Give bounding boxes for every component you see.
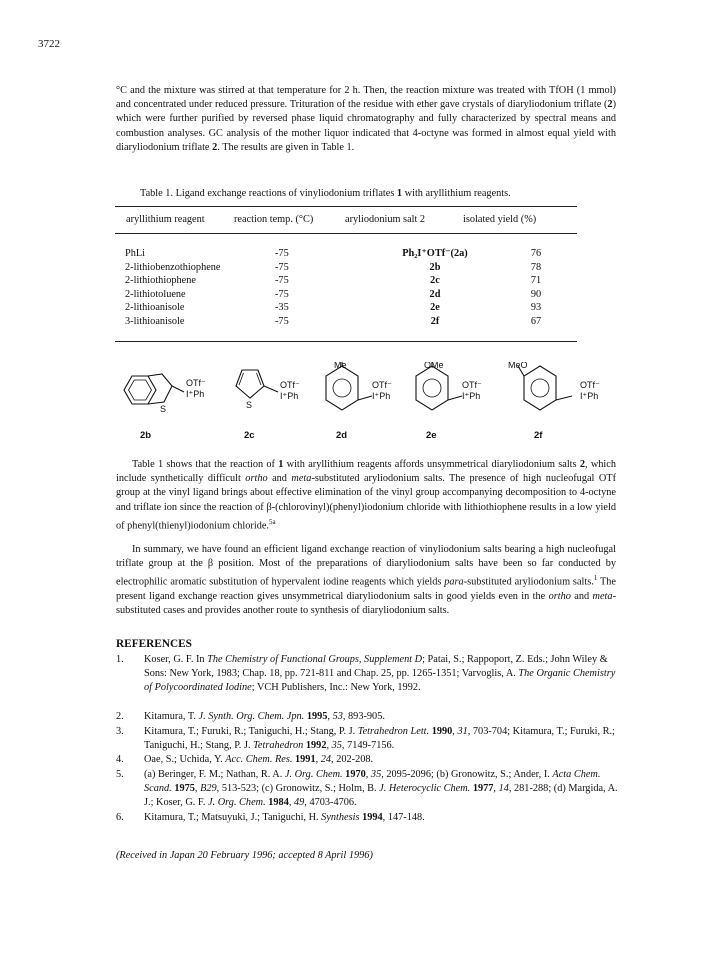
page-number: 3722 [38, 38, 60, 50]
methoxy-label-2e: OMe [424, 362, 444, 370]
cell-yield: 78 [530, 261, 542, 273]
methoxy-label-2f: MeO [508, 362, 528, 370]
compound-label-2e: 2e [426, 430, 437, 441]
reference-item [116, 653, 621, 696]
summary-paragraph: In summary, we have found an efficient ligand exchange reaction of vinyliodonium salts bearing a high nucleofugal triflate group at the β position. Most of the preparations of diaryliodonium salts have been so far conducted by electrophilic aromatic substitution of hypervalent iodine reagents which yields para-substituted aryliodonium salts.$^1$ The present ligand exchange reaction gives unsymmetrical diaryliodonium salts in good yields even in the ortho and meta-substituted cases and provides another route to synthesis of diaryliodonium salts. [116, 544, 616, 617]
table-bottom-rule [115, 341, 577, 342]
cell-reagent: 3-lithioanisole [125, 315, 185, 327]
reference-item [116, 811, 621, 825]
structure-2d [326, 362, 372, 410]
cell-reagent: 2-lithioanisole [125, 302, 185, 314]
cell-salt: 2d [429, 288, 441, 300]
reference-number: 1. [116, 654, 124, 665]
structure-2b [124, 374, 184, 404]
sulfur-label-2b: S [160, 404, 167, 414]
cell-yield: 67 [530, 315, 542, 327]
cell-temp: -75 [275, 261, 289, 273]
cell-salt: 2b [429, 261, 441, 273]
iph-label-2e: I⁺Ph [462, 391, 481, 401]
intro-paragraph: °C and the mixture was stirred at that temperature for 2 h. Then, the reaction mixture was treated with TfOH (1 mmol) and concentrated under reduced pressure. Trituration of the residue with ether gave crystals of diaryliodonium triflate (2) which were further purified by reversed phase liquid chromatography and fully characterized by spectral means and combustion analyses. GC analysis of the mother liquor indicated that 4-octyne was formed in almost equal yield with diaryliodonium triflate 2. The results are given in Table 1. [116, 85, 616, 153]
reference-text: (a) Beringer, F. M.; Nathan, R. A. J. Org. Chem. 1970, 35, 2095-2096; (b) Gronowitz, S.; Ander, I. Acta Chem. Scand. 1975, B29, 513-523; (c) Gronowitz, S.; Holm, B. J. Heterocyclic Chem. 1977, 14, 281-288; (d) Margida, A. J.; Koser, G. F. J. Org. Chem. 1984, 49, 4703-4706. [144, 769, 618, 809]
reference-number: 4. [116, 754, 124, 765]
table-row [115, 274, 577, 288]
sulfur-label-2c: S [246, 400, 253, 410]
cell-temp: -35 [275, 302, 289, 314]
reference-number: 3. [116, 726, 124, 737]
results-table [115, 247, 577, 329]
cell-salt: Ph₂I⁺OTf⁻(2a) [402, 248, 468, 259]
iph-label-2f: I⁺Ph [580, 391, 599, 401]
cell-yield: 76 [530, 248, 542, 259]
otf-label-2e: OTf⁻ [462, 380, 482, 390]
reference-text: Kitamura, T.; Matsuyuki, J.; Taniguchi, H. Synthesis 1994, 147-148. [144, 812, 425, 823]
compound-label-2d: 2d [336, 430, 348, 441]
cell-temp: -75 [275, 275, 289, 287]
otf-label-2b: OTf⁻ [186, 378, 206, 388]
table-row [115, 315, 577, 329]
table-top-rule [115, 206, 577, 207]
cell-salt: 2c [430, 275, 440, 287]
compound-label-2f: 2f [534, 430, 543, 441]
otf-label-2f: OTf⁻ [580, 380, 600, 390]
cell-temp: -75 [275, 315, 289, 327]
structure-2c [236, 370, 278, 398]
reference-number: 5. [116, 769, 124, 780]
table-header-salt: aryliodonium salt 2 [345, 214, 426, 225]
structure-2f [518, 366, 572, 410]
reference-number: 2. [116, 711, 124, 722]
cell-reagent: 2-lithiothiophene [125, 275, 196, 287]
cell-salt: 2e [430, 302, 440, 314]
methyl-label-2d: Me [334, 362, 347, 370]
reference-text: Koser, G. F. In The Chemistry of Functional Groups, Supplement D; Patai, S.; Rappoport, Z. Eds.; John Wiley & Sons: New York, 1983; Chap. 18, pp. 721-811 and Chap. 25, pp. 1265-1351; Varvoglis, A. The Organic Chemistry of Polycoordinated Iodine; VCH Publishers, Inc.: New York, 1992. [144, 654, 616, 694]
references-heading: REFERENCES [116, 638, 192, 650]
otf-label-2c: OTf⁻ [280, 380, 300, 390]
cell-reagent: PhLi [125, 248, 146, 259]
iph-label-2b: I⁺Ph [186, 389, 205, 399]
reference-item [116, 753, 621, 767]
reference-item [116, 710, 621, 724]
compound-label-2c: 2c [244, 430, 255, 441]
cell-reagent: 2-lithiotoluene [125, 288, 186, 300]
table-header-temp: reaction temp. (°C) [234, 214, 314, 225]
otf-label-2d: OTf⁻ [372, 380, 392, 390]
compound-label-2b: 2b [140, 430, 152, 441]
reference-text: Kitamura, T.; Furuki, R.; Taniguchi, H.; Stang, P. J. Tetrahedron Lett. 1990, 31, 703-704; Kitamura, T.; Furuki, R.; Taniguchi, H.; Stang, P. J. Tetrahedron 1992, 35, 7149-7156. [144, 726, 615, 752]
iph-label-2d: I⁺Ph [372, 391, 391, 401]
reference-item [116, 768, 621, 811]
cell-yield: 90 [530, 288, 542, 300]
reference-number: 6. [116, 812, 124, 823]
table-header-rule [115, 233, 577, 234]
cell-yield: 93 [530, 302, 542, 314]
table-caption: Table 1. Ligand exchange reactions of vinyliodonium triflates 1 with aryllithium reagents. [140, 188, 511, 199]
reference-text: Oae, S.; Uchida, Y. Acc. Chem. Res. 1991, 24, 202-208. [144, 754, 374, 765]
table-row [115, 288, 577, 302]
cell-temp: -75 [275, 248, 289, 259]
cell-temp: -75 [275, 288, 289, 300]
table-row [115, 261, 577, 275]
structures-figure [110, 362, 620, 442]
table-row [115, 247, 577, 261]
received-dates: (Received in Japan 20 February 1996; accepted 8 April 1996) [116, 850, 373, 861]
cell-yield: 71 [530, 275, 542, 287]
cell-salt: 2f [430, 315, 440, 327]
table-header-reagent: aryllithium reagent [126, 214, 205, 225]
cell-reagent: 2-lithiobenzothiophene [125, 261, 221, 273]
iph-label-2c: I⁺Ph [280, 391, 299, 401]
reference-item [116, 725, 621, 753]
reference-text: Kitamura, T. J. Synth. Org. Chem. Jpn. 1995, 53, 893-905. [144, 711, 385, 722]
table-row [115, 301, 577, 315]
discussion-paragraph: Table 1 shows that the reaction of 1 with aryllithium reagents affords unsymmetrical diaryliodonium salts 2, which include synthetically difficult ortho and meta-substituted aryliodonium salts. The presence of high nucleofugal OTf group at the vinyl ligand brings about effective elimination of the vinyl group accompanying decomposition to 4-octyne and triflate ion since the reaction of β-(chlorovinyl)(phenyl)iodonium chloride with lithiothiophene results in a low yield of phenyl(thienyl)iodonium chloride.$^{5a}$ [116, 459, 617, 532]
table-header-yield: isolated yield (%) [463, 214, 537, 225]
